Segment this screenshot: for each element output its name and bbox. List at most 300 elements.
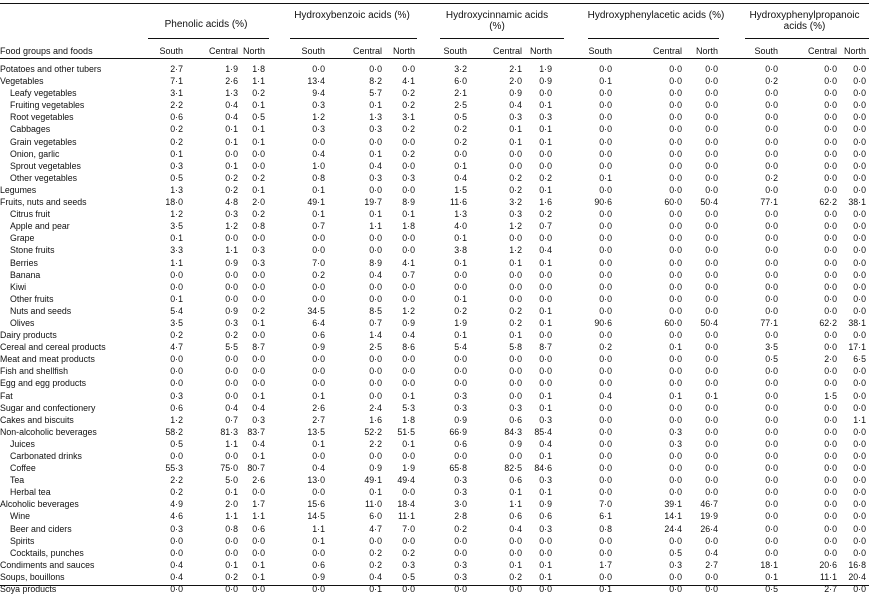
table-cell: 0·0 [312, 245, 325, 256]
table-cell: 0·2 [402, 148, 415, 159]
table-cell: 0·0 [669, 366, 682, 377]
table-cell: 20·4 [848, 571, 866, 582]
table-cell: 0·0 [170, 366, 183, 377]
table-cell: 0·0 [824, 487, 837, 498]
table-cell: 0·1 [312, 184, 325, 195]
table-cell: 0·0 [824, 342, 837, 353]
region-header-north: North [242, 46, 265, 56]
table-cell: 0·0 [765, 438, 778, 449]
table-cell: 0·0 [669, 112, 682, 123]
region-header-central: Central [652, 46, 682, 56]
table-cell: 0·2 [252, 209, 265, 220]
table-cell: 0·0 [824, 172, 837, 183]
table-cell: 0·9 [312, 342, 325, 353]
table-row [0, 305, 869, 317]
table-cell: 0·0 [539, 293, 552, 304]
table-cell: 0·2 [402, 547, 415, 558]
table-cell: 0·0 [252, 366, 265, 377]
table-cell: 1·1 [369, 221, 382, 232]
table-cell: 0·6 [170, 402, 183, 413]
table-cell: 0·0 [402, 281, 415, 292]
table-cell: 0·0 [705, 64, 718, 74]
table-cell: 1·8 [252, 64, 265, 74]
table-cell: 0·9 [402, 317, 415, 328]
row-label: Other vegetables [10, 172, 77, 183]
table-row [0, 365, 869, 377]
table-cell: 0·0 [705, 378, 718, 389]
table-cell: 0·0 [705, 402, 718, 413]
table-cell: 0·2 [509, 184, 522, 195]
table-cell: 0·0 [369, 535, 382, 546]
table-cell: 0·1 [252, 559, 265, 570]
table-cell: 0·0 [765, 487, 778, 498]
table-cell: 0·0 [824, 184, 837, 195]
table-cell: 0·1 [599, 584, 612, 595]
table-cell: 0·0 [765, 209, 778, 220]
table-cell: 0·0 [824, 463, 837, 474]
table-cell: 0·0 [705, 330, 718, 341]
table-row [0, 390, 869, 402]
table-cell: 0·4 [312, 148, 325, 159]
table-cell: 0·3 [252, 414, 265, 425]
table-cell: 0·1 [539, 257, 552, 268]
table-cell: 0·0 [225, 354, 238, 365]
table-cell: 0·0 [402, 293, 415, 304]
row-label: Tea [10, 475, 25, 486]
table-cell: 4·0 [454, 221, 467, 232]
table-cell: 0·0 [454, 535, 467, 546]
table-cell: 0·5 [454, 112, 467, 123]
table-cell: 0·1 [312, 209, 325, 220]
table-cell: 0·0 [705, 535, 718, 546]
table-cell: 0·0 [312, 136, 325, 147]
table-cell: 0·1 [509, 559, 522, 570]
table-cell: 0·1 [599, 76, 612, 87]
table-cell: 90·6 [594, 317, 612, 328]
table-cell: 0·0 [853, 305, 866, 316]
table-cell: 0·9 [225, 257, 238, 268]
table-cell: 80·7 [247, 463, 265, 474]
table-cell: 0·0 [765, 64, 778, 74]
table-cell: 0·0 [765, 511, 778, 522]
table-cell: 0·0 [853, 523, 866, 534]
group-header-hydroxybenzoic: Hydroxybenzoic acids (%) [294, 10, 410, 21]
table-cell: 0·0 [669, 584, 682, 595]
table-cell: 0·3 [402, 172, 415, 183]
table-cell: 5·8 [509, 342, 522, 353]
table-cell: 0·9 [369, 463, 382, 474]
table-cell: 13·4 [307, 76, 325, 87]
row-label: Olives [10, 317, 35, 328]
table-cell: 0·0 [170, 281, 183, 292]
table-cell: 0·0 [765, 269, 778, 280]
table-cell: 0·0 [705, 281, 718, 292]
table-cell: 3·0 [454, 499, 467, 510]
table-cell: 0·2 [170, 124, 183, 135]
table-body [0, 63, 869, 595]
table-cell: 1·1 [225, 438, 238, 449]
table-cell: 0·0 [824, 475, 837, 486]
table-cell: 0·0 [853, 100, 866, 111]
table-cell: 7·0 [599, 499, 612, 510]
table-cell: 0·0 [539, 269, 552, 280]
table-cell: 11·6 [450, 197, 467, 208]
table-cell: 1·2 [509, 245, 522, 256]
table-cell: 0·3 [312, 124, 325, 135]
table-cell: 0·0 [225, 233, 238, 244]
table-cell: 0·0 [599, 148, 612, 159]
row-label: Apple and pear [10, 221, 70, 232]
table-cell: 0·1 [252, 390, 265, 401]
table-cell: 0·0 [369, 184, 382, 195]
table-cell: 0·0 [705, 76, 718, 87]
table-cell: 0·0 [369, 354, 382, 365]
region-header-north: North [695, 46, 718, 56]
table-cell: 0·0 [853, 281, 866, 292]
row-label: Potatoes and other tubers [0, 64, 102, 74]
table-cell: 0·5 [252, 112, 265, 123]
table-cell: 3·5 [765, 342, 778, 353]
table-cell: 0·0 [312, 354, 325, 365]
table-cell: 0·0 [669, 64, 682, 74]
table-cell: 0·3 [225, 209, 238, 220]
table-cell: 0·1 [539, 317, 552, 328]
table-cell: 0·0 [599, 184, 612, 195]
table-cell: 0·1 [539, 402, 552, 413]
row-label: Berries [10, 257, 38, 268]
table-cell: 0·1 [312, 438, 325, 449]
row-label: Spirits [10, 535, 35, 546]
table-cell: 50·4 [700, 197, 718, 208]
table-cell: 0·0 [252, 378, 265, 389]
table-cell: 0·0 [509, 378, 522, 389]
region-header-south: South [443, 46, 467, 56]
table-cell: 81·3 [220, 426, 238, 437]
table-cell: 0·3 [454, 487, 467, 498]
row-label: Wine [10, 511, 31, 522]
table-cell: 0·0 [824, 547, 837, 558]
table-cell: 0·9 [509, 438, 522, 449]
table-cell: 0·0 [599, 64, 612, 74]
table-cell: 84·6 [534, 463, 552, 474]
table-cell: 0·2 [539, 172, 552, 183]
table-cell: 0·0 [599, 221, 612, 232]
table-cell: 0·4 [402, 330, 415, 341]
table-cell: 0·0 [402, 366, 415, 377]
table-cell: 0·1 [539, 451, 552, 461]
row-label: Stone fruits [10, 245, 55, 256]
table-cell: 0·0 [765, 547, 778, 558]
table-cell: 0·9 [225, 305, 238, 316]
table-cell: 0·0 [509, 584, 522, 595]
table-cell: 0·3 [454, 571, 467, 582]
table-cell: 0·0 [509, 160, 522, 171]
table-cell: 0·5 [765, 584, 778, 595]
table-cell: 0·2 [402, 124, 415, 135]
table-row [0, 353, 869, 365]
table-cell: 0·2 [312, 269, 325, 280]
table-cell: 0·0 [312, 584, 325, 595]
table-cell: 0·0 [853, 112, 866, 123]
table-cell: 13·5 [307, 426, 325, 437]
table-cell: 77·1 [760, 317, 778, 328]
table-cell: 0·0 [853, 438, 866, 449]
table-cell: 2·0 [824, 354, 837, 365]
table-cell: 0·0 [252, 160, 265, 171]
table-row [0, 281, 869, 293]
table-cell: 0·0 [705, 475, 718, 486]
table-cell: 0·2 [454, 124, 467, 135]
table-cell: 0·0 [705, 88, 718, 99]
table-cell: 0·0 [765, 305, 778, 316]
table-cell: 0·0 [509, 293, 522, 304]
row-label: Banana [10, 269, 41, 280]
table-cell: 2·6 [252, 475, 265, 486]
table-cell: 75·0 [220, 463, 238, 474]
table-cell: 4·9 [170, 499, 183, 510]
table-cell: 0·0 [824, 221, 837, 232]
table-cell: 0·2 [225, 330, 238, 341]
table-cell: 0·0 [402, 233, 415, 244]
table-cell: 0·0 [402, 64, 415, 74]
table-cell: 0·8 [225, 523, 238, 534]
table-cell: 0·0 [853, 584, 866, 595]
table-cell: 0·0 [705, 233, 718, 244]
table-cell: 1·3 [369, 112, 382, 123]
table-cell: 0·0 [705, 584, 718, 595]
table-row [0, 510, 869, 522]
table-cell: 0·0 [312, 451, 325, 461]
table-cell: 0·0 [509, 148, 522, 159]
table-row [0, 244, 869, 256]
table-cell: 0·2 [170, 330, 183, 341]
table-cell: 0·0 [225, 281, 238, 292]
table-cell: 0·0 [539, 88, 552, 99]
table-cell: 0·0 [454, 148, 467, 159]
table-cell: 0·0 [669, 305, 682, 316]
table-cell: 0·0 [402, 160, 415, 171]
table-cell: 0·0 [252, 233, 265, 244]
row-label: Other fruits [10, 293, 54, 304]
row-label: Cabbages [10, 124, 51, 135]
table-cell: 0·0 [225, 390, 238, 401]
table-cell: 0·0 [705, 221, 718, 232]
table-cell: 1·8 [402, 221, 415, 232]
table-cell: 60·0 [664, 317, 682, 328]
table-row [0, 438, 869, 450]
table-cell: 0·1 [454, 293, 467, 304]
table-cell: 0·1 [705, 390, 718, 401]
table-cell: 0·2 [454, 523, 467, 534]
table-cell: 0·6 [454, 438, 467, 449]
table-cell: 0·0 [669, 76, 682, 87]
table-cell: 0·0 [454, 547, 467, 558]
region-header-central: Central [208, 46, 238, 56]
table-cell: 11·0 [365, 499, 382, 510]
table-cell: 0·0 [669, 221, 682, 232]
table-cell: 0·1 [539, 571, 552, 582]
row-label: Soups, bouillons [0, 571, 65, 582]
table-cell: 0·0 [599, 124, 612, 135]
table-cell: 0·0 [824, 523, 837, 534]
table-cell: 0·0 [599, 281, 612, 292]
table-cell: 0·2 [369, 547, 382, 558]
table-cell: 0·4 [539, 245, 552, 256]
table-cell: 1·9 [402, 463, 415, 474]
table-cell: 0·0 [252, 487, 265, 498]
table-row [0, 317, 869, 329]
table-cell: 0·2 [509, 172, 522, 183]
table-cell: 0·1 [252, 136, 265, 147]
table-cell: 0·0 [705, 354, 718, 365]
row-label: Onion, garlic [10, 148, 60, 159]
table-cell: 2·5 [454, 100, 467, 111]
table-cell: 0·1 [252, 100, 265, 111]
table-cell: 0·0 [599, 366, 612, 377]
table-cell: 0·0 [824, 366, 837, 377]
table-cell: 0·0 [669, 184, 682, 195]
table-cell: 24·4 [664, 523, 682, 534]
table-cell: 0·0 [669, 402, 682, 413]
table-cell: 2·5 [369, 342, 382, 353]
table-cell: 0·3 [509, 402, 522, 413]
table-cell: 0·1 [369, 209, 382, 220]
table-cell: 0·0 [765, 390, 778, 401]
table-cell: 0·0 [509, 281, 522, 292]
table-cell: 0·3 [509, 209, 522, 220]
table-cell: 0·0 [539, 354, 552, 365]
table-cell: 0·0 [765, 281, 778, 292]
table-cell: 49·1 [307, 197, 325, 208]
table-row [0, 87, 869, 99]
table-cell: 0·0 [599, 402, 612, 413]
table-cell: 0·0 [539, 547, 552, 558]
table-cell: 0·1 [402, 390, 415, 401]
table-cell: 0·0 [599, 136, 612, 147]
table-cell: 0·4 [252, 402, 265, 413]
table-cell: 0·0 [369, 136, 382, 147]
table-cell: 0·0 [824, 100, 837, 111]
table-row [0, 232, 869, 244]
table-cell: 0·1 [454, 257, 467, 268]
table-cell: 0·0 [765, 100, 778, 111]
table-cell: 0·0 [824, 535, 837, 546]
table-cell: 0·0 [765, 535, 778, 546]
table-cell: 0·3 [454, 390, 467, 401]
table-cell: 19·7 [364, 197, 382, 208]
table-cell: 0·9 [539, 499, 552, 510]
table-cell: 0·1 [170, 293, 183, 304]
table-cell: 1·1 [252, 511, 265, 522]
table-cell: 0·0 [765, 88, 778, 99]
table-cell: 4·1 [402, 257, 415, 268]
row-label: Meat and meat products [0, 354, 95, 365]
table-cell: 0·2 [252, 305, 265, 316]
row-label: Herbal tea [10, 487, 51, 498]
table-cell: 51·5 [397, 426, 415, 437]
table-cell: 0·0 [539, 584, 552, 595]
table-cell: 0·0 [765, 233, 778, 244]
table-cell: 0·0 [824, 88, 837, 99]
table-cell: 0·6 [539, 511, 552, 522]
row-label: Citrus fruit [10, 209, 51, 220]
table-cell: 8·5 [369, 305, 382, 316]
table-cell: 0·0 [312, 293, 325, 304]
table-cell: 0·3 [454, 402, 467, 413]
table-cell: 8·7 [252, 342, 265, 353]
table-cell: 0·0 [225, 451, 238, 461]
table-cell: 0·0 [509, 269, 522, 280]
table-cell: 0·0 [454, 378, 467, 389]
table-cell: 0·0 [599, 112, 612, 123]
table-cell: 0·2 [539, 209, 552, 220]
table-cell: 14·1 [664, 511, 682, 522]
table-cell: 0·0 [765, 148, 778, 159]
table-cell: 0·0 [402, 451, 415, 461]
table-cell: 16·8 [848, 559, 866, 570]
table-cell: 0·0 [402, 136, 415, 147]
table-cell: 0·2 [509, 305, 522, 316]
table-cell: 1·2 [312, 112, 325, 123]
table-cell: 0·3 [509, 112, 522, 123]
table-cell: 46·7 [700, 499, 718, 510]
table-cell: 38·1 [848, 197, 866, 208]
table-cell: 1·3 [454, 209, 467, 220]
table-cell: 0·1 [252, 184, 265, 195]
table-cell: 65·8 [449, 463, 467, 474]
table-cell: 1·2 [402, 305, 415, 316]
table-cell: 0·0 [539, 148, 552, 159]
table-cell: 0·1 [402, 438, 415, 449]
table-cell: 5·5 [225, 342, 238, 353]
table-cell: 0·0 [225, 293, 238, 304]
table-cell: 0·0 [539, 366, 552, 377]
table-cell: 0·0 [853, 547, 866, 558]
table-cell: 0·7 [225, 414, 238, 425]
table-cell: 8·9 [369, 257, 382, 268]
table-cell: 0·0 [824, 64, 837, 74]
table-cell: 0·0 [824, 124, 837, 135]
table-cell: 0·1 [225, 124, 238, 135]
table-cell: 0·0 [705, 184, 718, 195]
row-label: Fruits, nuts and seeds [0, 197, 87, 208]
table-cell: 0·0 [312, 547, 325, 558]
table-cell: 0·3 [669, 426, 682, 437]
table-cell: 0·1 [369, 100, 382, 111]
table-cell: 0·0 [765, 402, 778, 413]
table-cell: 0·0 [509, 390, 522, 401]
table-cell: 1·9 [454, 317, 467, 328]
table-cell: 1·7 [599, 559, 612, 570]
table-cell: 0·0 [824, 402, 837, 413]
table-cell: 0·0 [454, 451, 467, 461]
table-cell: 0·1 [509, 330, 522, 341]
table-cell: 0·0 [509, 451, 522, 461]
group-underline [148, 38, 269, 39]
table-cell: 0·3 [539, 414, 552, 425]
table-cell: 8·6 [402, 342, 415, 353]
table-cell: 0·0 [669, 209, 682, 220]
table-cell: 0·0 [765, 257, 778, 268]
table-cell: 0·4 [252, 438, 265, 449]
table-cell: 0·1 [225, 136, 238, 147]
table-cell: 0·5 [765, 354, 778, 365]
table-cell: 0·0 [225, 378, 238, 389]
table-cell: 0·0 [765, 426, 778, 437]
table-cell: 0·0 [252, 354, 265, 365]
table-cell: 0·4 [225, 100, 238, 111]
table-cell: 0·0 [765, 184, 778, 195]
